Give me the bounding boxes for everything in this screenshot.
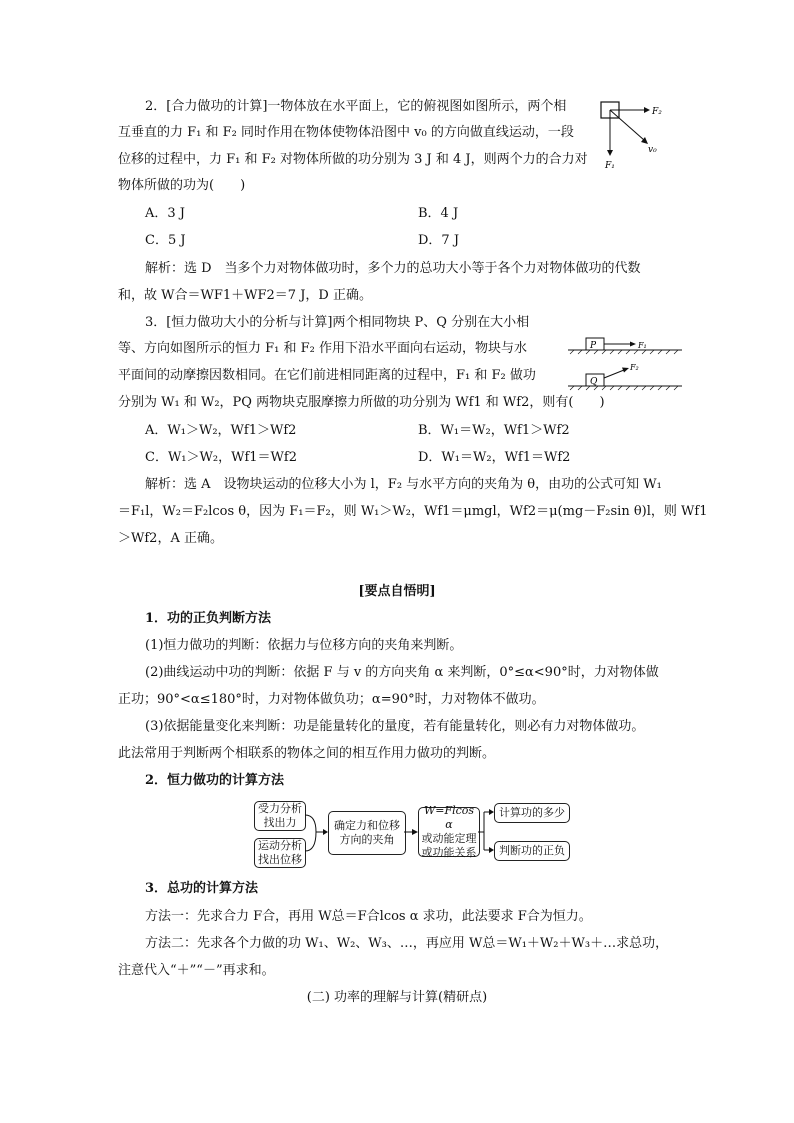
q2-answer-line2: 和，故 W合＝WF1＋WF2＝7 J，D 正确。 [118,288,372,303]
q3-answer-line2: ＝F₁l，W₂＝F₂lcos θ，因为 F₁＝F₂，则 W₁＞W₂，Wf1＝μmgl，Wf2＝μ(mg－F₂sin θ)l，则 Wf1 [118,504,708,519]
next-section-heading: (二) 功率的理解与计算(精研点) [306,990,488,1005]
q2-option-b: B．4 J [418,206,459,221]
q2-line4: 物体所做的功为( ) [118,178,246,193]
s3-method2-line2: 注意代入“＋”“－”再求和。 [118,963,275,978]
flow-box-force: 受力分析 找出力 [254,801,306,831]
s3-title: 3．总功的计算方法 [145,881,259,896]
f2-arrow [604,370,624,378]
q2-option-c: C．5 J [145,233,186,248]
q2-answer-line1: 解析：选 D 当多个力对物体做功时，多个力的总功大小等于各个力对物体做功的代数 [145,261,641,276]
flow-box-angle: 确定力和位移 方向的夹角 [328,811,406,855]
q3-line1: 3．[恒力做功大小的分析与计算]两个相同物块 P、Q 分别在大小相 [145,315,530,330]
f2-arrowhead [644,107,650,113]
q3-option-d: D．W₁＝W₂，Wf1＝Wf2 [418,450,571,465]
flow-arrowhead-3 [489,809,494,815]
flow-box-amount: 计算功的多少 [494,803,570,823]
s1-point-b-line1: (2)曲线运动中功的判断：依据 F 与 v 的方向夹角 α 来判断，0°≤α<90°时，力对物体做 [145,665,659,680]
q2-figure [592,96,682,172]
s1-point-a: (1)恒力做功的判断：依据力与位移方向的夹角来判断。 [145,638,463,653]
q2-option-d: D．7 J [418,233,460,248]
flow-box-motion: 运动分析 找出位移 [254,838,306,868]
q3-figure [566,334,686,394]
s1-point-b-line2: 正功；90°<α≤180°时，力对物体做负功；α=90°时，力对物体不做功。 [118,692,545,707]
flow-connectors [300,798,500,870]
flow-arrowhead-2 [412,829,418,835]
q3-answer-line1: 解析：选 A 设物块运动的位移大小为 l，F₂ 与水平方向的夹角为 θ，由功的公式可知 W₁ [145,477,662,492]
f1-label: F₁ [638,341,647,350]
s1-point-c-line2: 此法常用于判断两个相联系的物体之间的相互作用力做功的判断。 [118,746,496,761]
flow-bracket [305,815,316,851]
f1-arrowhead [630,342,636,347]
q3-line3: 平面间的动摩擦因数相同。在它们前进相同距离的过程中，F₁ 和 F₂ 做功 [118,368,536,383]
q3-option-c: C．W₁＞W₂，Wf1＝Wf2 [145,450,297,465]
v0-arrow [610,110,644,140]
q2-line1: 2．[合力做功的计算]一物体放在水平面上，它的俯视图如图所示，两个相 [145,99,567,114]
block-p-label: P [590,341,597,351]
s3-method2-line1: 方法二：先求各个力做的功 W₁、W₂、W₃、…，再应用 W总＝W₁＋W₂＋W₃＋…求总功， [145,936,669,951]
q2-option-a: A．3 J [145,206,186,221]
f2-label: F₂ [630,363,639,372]
s1-title: 1．功的正负判断方法 [145,611,272,626]
flow-box-sign: 判断功的正负 [494,841,570,861]
q2-line3: 位移的过程中，力 F₁ 和 F₂ 对物体所做的功分别为 3 J 和 4 J，则两个力的合力对 [118,152,588,167]
f1-label: F₁ [605,161,615,171]
flow-arrowhead-1 [323,829,328,835]
q2-line2: 互垂直的力 F₁ 和 F₂ 同时作用在物体使物体沿图中 v₀ 的方向做直线运动，一段 [118,125,574,140]
q3-line4: 分别为 W₁ 和 W₂，PQ 两物块克服摩擦力所做的功分别为 Wf1 和 Wf2，则有( ) [118,395,605,410]
flow-box-formula: W=Flcos α 或动能定理 或功能关系 [418,807,480,857]
q3-line2: 等、方向如图所示的恒力 F₁ 和 F₂ 作用下沿水平面向右运动，物块与水 [118,341,527,356]
block-q-label: Q [590,377,598,387]
s1-point-c-line1: (3)依据能量变化来判断：功是能量转化的量度，若有能量转化，则必有力对物体做功。 [145,719,645,734]
flow-arrowhead-4 [489,847,494,853]
v0-label: v₀ [648,145,657,155]
q3-answer-line3: ＞Wf2，A 正确。 [118,531,223,546]
section-title: [要点自悟明] [358,584,436,599]
q3-option-a: A．W₁＞W₂，Wf1＞Wf2 [145,423,297,438]
f2-label: F₂ [652,107,662,117]
f2-arrowhead [622,368,629,373]
s2-title: 2．恒力做功的计算方法 [145,773,285,788]
s3-method1: 方法一：先求合力 F合，再用 W总＝F合lcos α 求功，此法要求 F合为恒力。 [145,909,592,924]
q3-option-b: B．W₁＝W₂，Wf1＞Wf2 [418,423,570,438]
f1-arrowhead [607,150,613,156]
